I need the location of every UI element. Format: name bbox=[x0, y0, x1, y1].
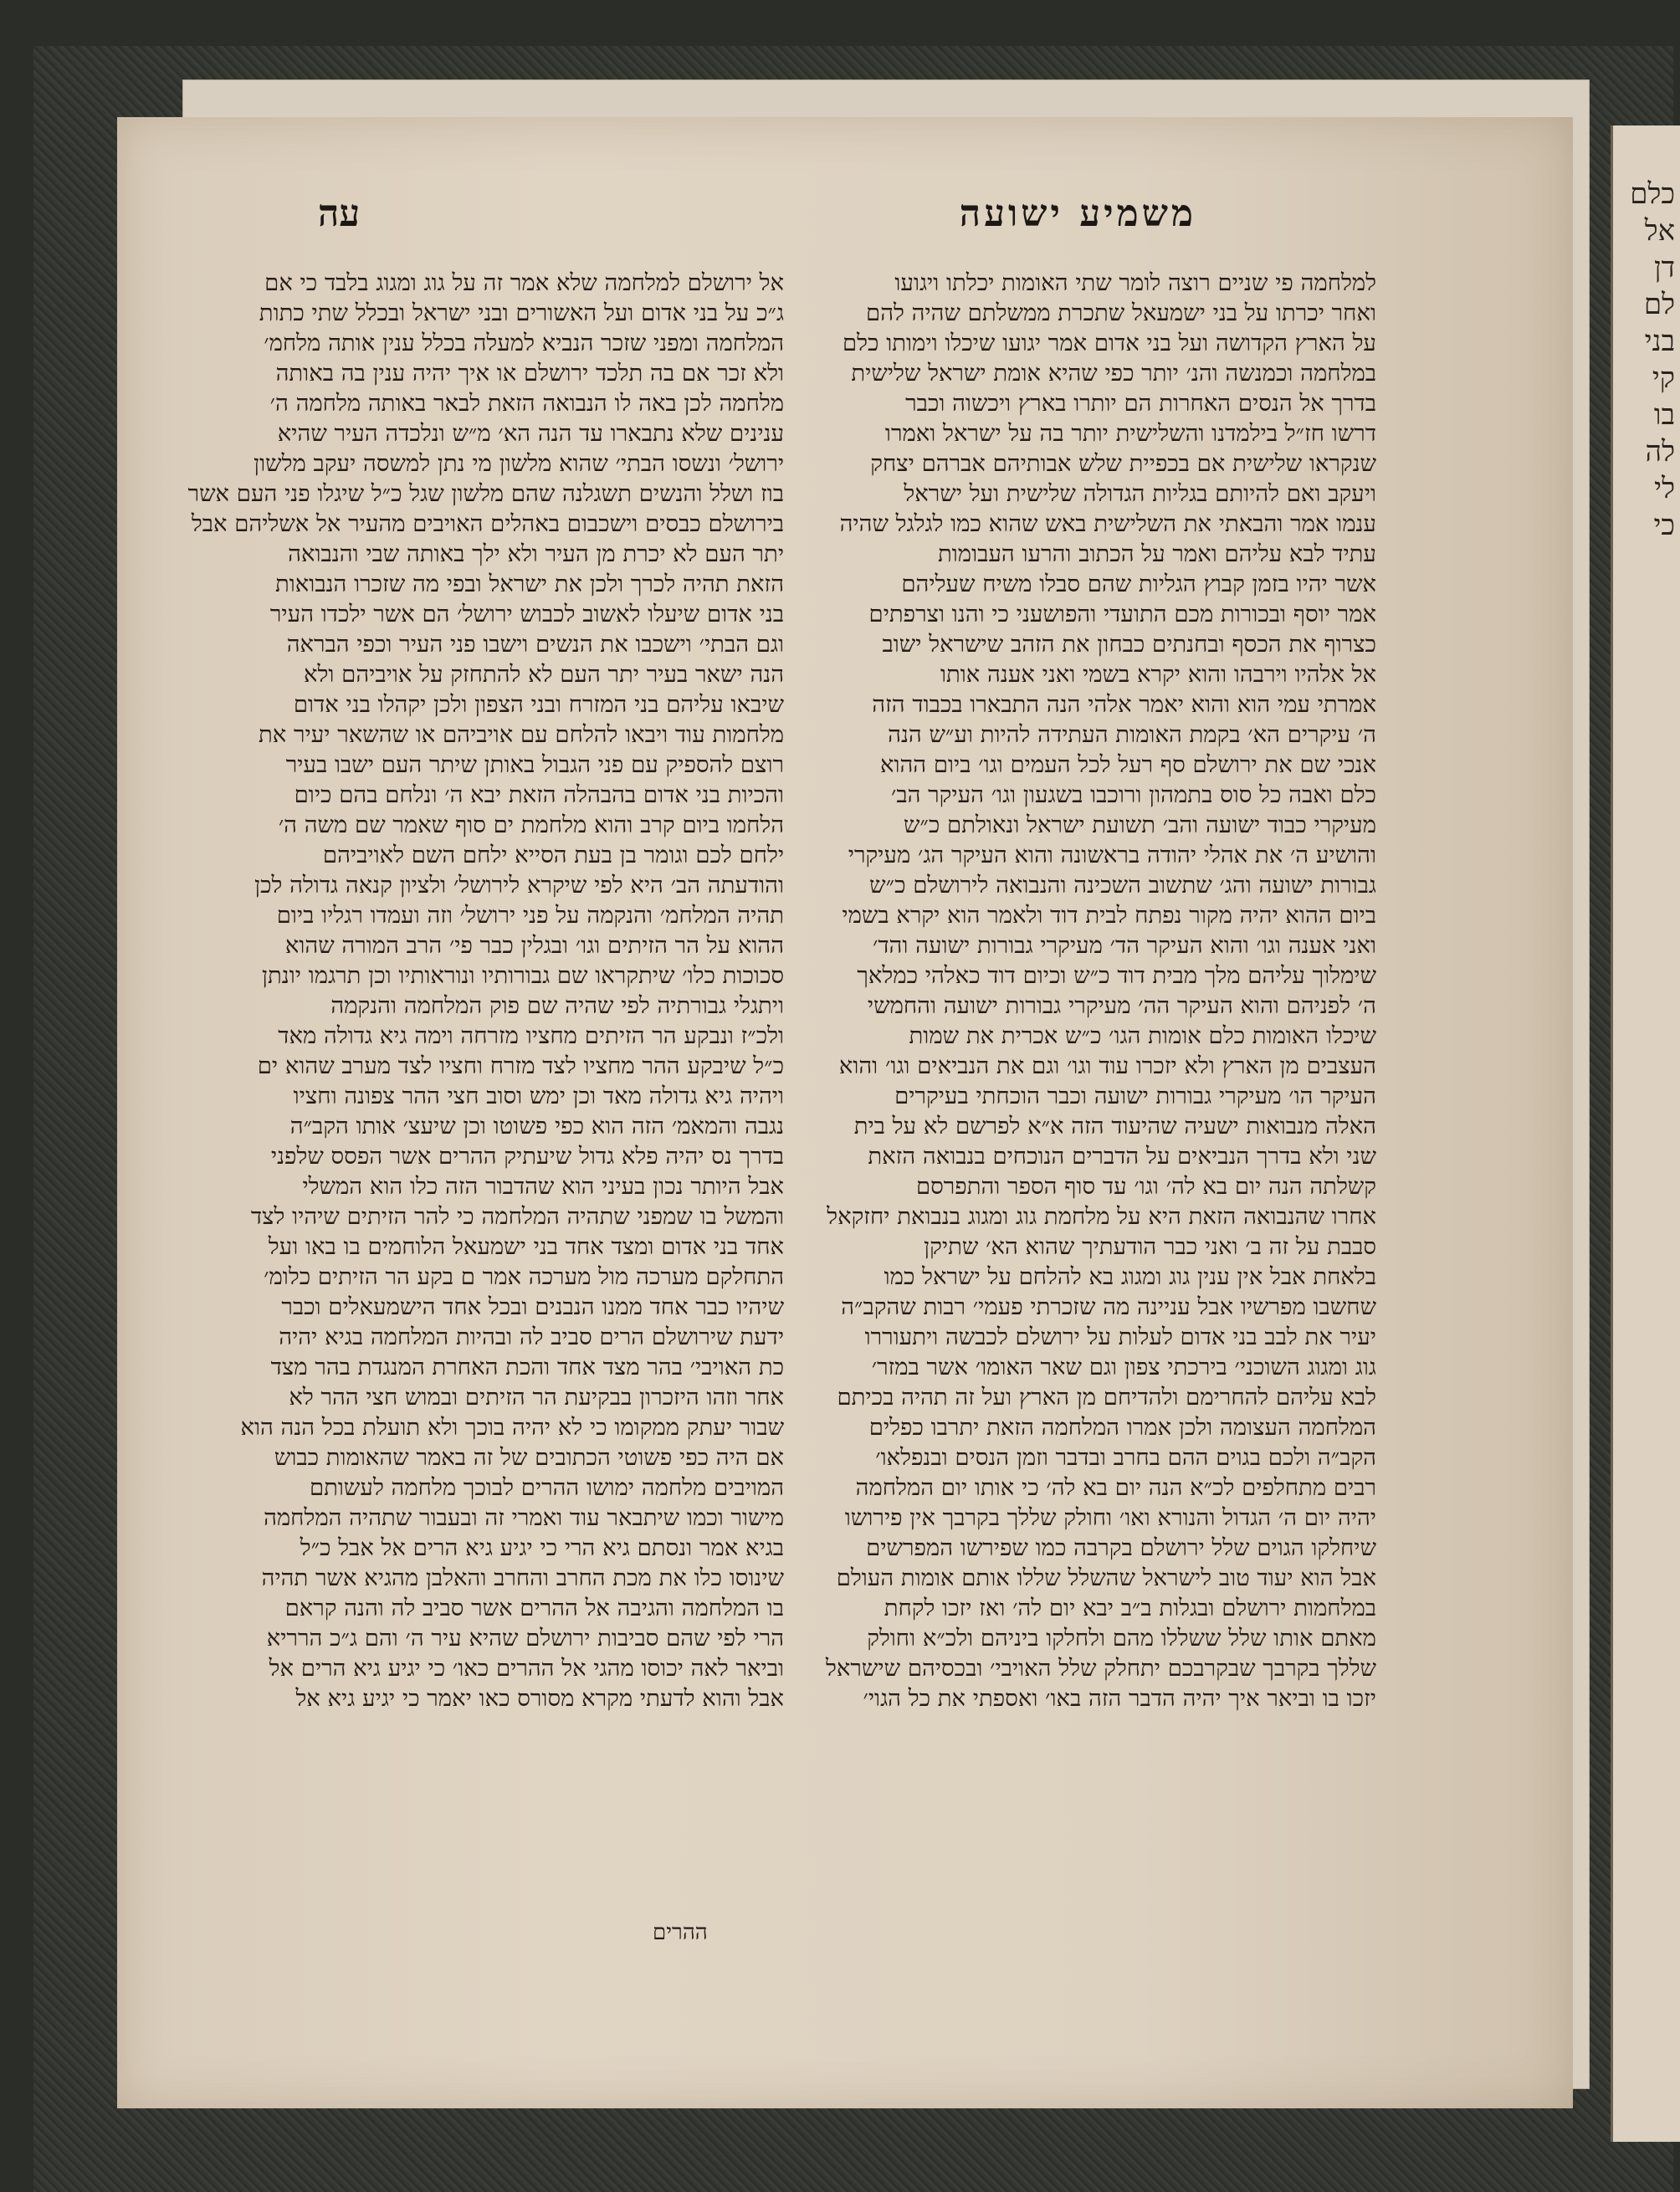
text-line: שיבאו עליהם בני המזרח ובני הצפון ולכן יקהלו בני אדום bbox=[293, 691, 785, 718]
text-line: ויתגלי גבורתיה לפי שהיה שם פוק המלחמה והנקמה bbox=[330, 992, 785, 1019]
text-line: העצבים מן הארץ ולא יזכרו עוד וגו׳ וגם את הנביאים וגו׳ והוא bbox=[838, 1052, 1376, 1079]
text-line: בגיא אמר ונסתם גיא הרי כי יגיע גיא הרים אל אבל כ״ל bbox=[300, 1534, 785, 1561]
facing-page-line: קי bbox=[1652, 361, 1675, 395]
text-line: אבל היותר נכון בעיני הוא שהדבור הזה כלו הוא המשלי bbox=[302, 1173, 785, 1200]
text-line: אחר וזהו היזכרון בבקיעת הר הזיתים ובמוש חצי ההר לא bbox=[289, 1384, 785, 1411]
text-line: ולא זכר אם בה תלכד ירושלם או איך יהיה ענין בה באותה bbox=[275, 360, 785, 387]
text-line: סבבת על זה ב׳ ואני כבר הודעתיך שהוא הא׳ שתיקן bbox=[924, 1233, 1376, 1260]
text-line: שיחלקו הגוים שלל ירושלם בקרבה כמו שפירשו המפרשים bbox=[866, 1534, 1376, 1561]
text-line: מעיקרי כבוד ישועה והב׳ תשועת ישראל ונאולתם כ״ש bbox=[903, 812, 1376, 838]
text-line: ואני אענה וגו׳ והוא העיקר הד׳ מעיקרי גבורות ישועה והד׳ bbox=[872, 932, 1376, 959]
facing-page-line: אל bbox=[1644, 214, 1675, 248]
text-line: הלחמו ביום קרב והוא מלחמת ים סוף שאמר שם משה ה׳ bbox=[278, 812, 785, 838]
text-line: תהיה המלחמ׳ והנקמה על פני ירושל׳ וזה ועמדו רגליו ביום bbox=[276, 902, 785, 929]
text-line: המלחמה העצומה ולכן אמרו המלחמה הזאת יתרבו כפלים bbox=[868, 1414, 1376, 1441]
text-line: שיכלו האומות כלם אומות הגו׳ כ״ש אכרית את שמות bbox=[909, 1022, 1376, 1049]
folio-number: עה bbox=[318, 192, 361, 235]
text-line: הקב״ה ולכם בגוים ההם בחרב ובדבר וזמן הנסים ובנפלאו׳ bbox=[875, 1444, 1376, 1471]
facing-page-text bbox=[1613, 125, 1680, 544]
text-line: אשר יהיו בזמן קבוץ הגליות שהם סבלו משיח שעליהם bbox=[901, 571, 1376, 597]
text-line: הרי לפי שהם סביבות ירושלם שהיא עיר ה׳ והם ג״כ הרריא bbox=[266, 1625, 785, 1652]
text-line: כלם ואבה כל סוס בתמהון ורוכבו בשגעון וגו׳ העיקר הב׳ bbox=[890, 781, 1376, 808]
text-columns bbox=[187, 268, 1376, 1908]
text-line: אם היה כפי פשוטי הכתובים של זה באמר שהאומות כבוש bbox=[274, 1444, 785, 1471]
text-line: וגם הבתי׳ וישכבו את הנשים וישבו פני העיר וכפי הבראה bbox=[286, 631, 785, 658]
facing-page-line: לי bbox=[1654, 472, 1675, 505]
text-line: אבל והוא לדעתי מקרא מסורס כאו יאמר כי יגיע גיא אל bbox=[295, 1685, 785, 1712]
text-line: מלחמות עוד ויבאו להלחם עם אויביהם או שהשאר יעיר את bbox=[258, 721, 785, 748]
text-line: בדרך נס יהיה פלא גדול שיעתיק ההרים אשר הפסס שלפני bbox=[270, 1143, 785, 1170]
text-line: ידעת שירושלם הרים סביב לה ובהיות המלחמה בגיא יהיה bbox=[279, 1324, 785, 1350]
text-line: שנקראו שלישית אם בכפיית שלש אבותיהם אברהם יצחק bbox=[870, 450, 1376, 477]
text-line: לבא עליהם להחרימם ולהדיחם מן הארץ ועל זה תהיה בכיתם bbox=[837, 1384, 1376, 1411]
text-line: האלה מנבואות ישעיה שהיעוד הזה א״א לפרשם לא על בית bbox=[853, 1113, 1376, 1140]
text-line: ביום ההוא יהיה מקור נפתח לבית דוד ולאמר הוא יקרא בשמי bbox=[842, 902, 1376, 929]
text-line: ענמו אמר והבאתי את השלישית באש שהוא כמו לגלגל שהיה bbox=[839, 510, 1376, 537]
text-line: התחלקם מערכה מול מערכה אמר ם בקע הר הזיתים כלומ׳ bbox=[264, 1263, 785, 1290]
text-line: עתיד לבא עליהם ואמר על הכתוב והרעו העבומות bbox=[937, 540, 1376, 567]
text-line: קשלתה הנה יום בא לה׳ וגו׳ עד סוף הספר והתפרסם bbox=[915, 1173, 1376, 1200]
text-line: אמר יוסף ובכורות מכם התועדי והפושעני כי והנו וצרפתים bbox=[868, 601, 1376, 627]
text-line: בני אדום שיעלו לאשוב לכבוש ירושל׳ הם אשר ילכדו העיר bbox=[269, 601, 785, 627]
text-line: המלחמה ומפני שזכר הנביא למעלה בכלל ענין אותה מלחמ׳ bbox=[264, 330, 785, 356]
catchword: ההרים bbox=[653, 1920, 708, 1945]
text-line: על הארץ הקדושה ועל בני אדום אמר יגועו שיכלו וימותו כלם bbox=[843, 330, 1376, 356]
text-line: ההוא על הר הזיתים וגו׳ ובגלין כבר פי׳ הרב המורה שהוא bbox=[284, 932, 785, 959]
facing-page-line: כלם bbox=[1630, 177, 1675, 211]
text-line: הנה ישאר בעיר יתר העם לא להתחזק על אויביהם ולא bbox=[304, 661, 785, 688]
text-line: שבור יעתק ממקומו כי לא יהיה בוכך ולא תועלת בכל הנה הוא bbox=[240, 1414, 785, 1441]
right-column bbox=[826, 268, 1376, 1908]
text-line: ויהיה גיא גדולה מאד וכן ימש וסוב חצי ההר צפונה וחציו bbox=[293, 1083, 785, 1109]
text-line: והודעתה הב׳ היא לפי שיקרא לירושל׳ ולציון קנאה גדולה לכן bbox=[254, 872, 785, 899]
text-line: ג״כ על בני אדום ועל האשורים ובני ישראל ובכלל שתי כתות bbox=[259, 300, 785, 326]
text-line: ה׳ עיקרים הא׳ בקמת האומות העתידה להיות וע״ש הנה bbox=[888, 721, 1376, 748]
text-line: רוצם להספיק עם פני הגבול באותן שיתר העם ישבו בעיר bbox=[285, 751, 785, 778]
text-line: אבל הוא יעוד טוב לישראל שהשלל שללו אותם אומות העולם bbox=[836, 1565, 1376, 1591]
text-line: נגבה והמאמ׳ הזה הוא כפי פשוטו וכן שיעצ׳ אותו הקב״ה bbox=[289, 1113, 785, 1140]
text-line: ולכ״ז ונבקע הר הזיתים מחציו מזרחה וימה גיא גדולה מאד bbox=[278, 1022, 785, 1049]
text-line: רבים מתחלפים לכ״א הנה יום בא לה׳ כי אותו יום המלחמה bbox=[855, 1474, 1376, 1501]
facing-page-line: לה bbox=[1645, 435, 1675, 469]
text-line: אל אלהיו וירבהו והוא יקרא בשמי ואני אענה אותו bbox=[940, 661, 1376, 688]
text-line: במלחמה וכמנשה והנ׳ יותר כפי שהיא אומת ישראל שלישית bbox=[851, 360, 1376, 387]
text-line: ירושל׳ ונשסו הבתי׳ שהוא מלשון מי נתן למשסה יעקב מלשון bbox=[254, 450, 785, 477]
text-line: בירושלם כבסים וישכבום באהלים האויבים מהעיר אל אשליהם אבל bbox=[191, 510, 785, 537]
text-line: כצרוף את הכסף ובחנתים כבחון את הזהב שישראל ישוב bbox=[882, 631, 1376, 658]
left-column bbox=[188, 268, 784, 1908]
text-line: בו המלחמה והגיבה אל ההרים אשר סביב לה והנה קראם bbox=[284, 1595, 785, 1621]
text-line: אחד בני אדום ומצד אחד בני ישמעאל הלוחמים בו באו ועל bbox=[268, 1233, 785, 1260]
text-line: גוג ומגוג השוכני׳ בירכתי צפון וגם שאר האומו׳ אשר במזר׳ bbox=[871, 1354, 1376, 1380]
text-line: שימלוך עליהם מלך מבית דוד כ״ש וכיום דוד כאלהי כמלאך bbox=[857, 962, 1376, 989]
facing-page-line: לם bbox=[1643, 288, 1675, 321]
running-title: משמיע ישועה bbox=[959, 192, 1196, 235]
text-line: והכיות בני אדום בהבהלה הזאת יבא ה׳ ונלחם בהם כיום bbox=[294, 781, 785, 808]
text-line: יהיה יום ה׳ הגדול והנורא ואו׳ וחולק שללך בקרבך אין פירושו bbox=[844, 1504, 1376, 1531]
text-line: ואחר יכרתו על בני ישמעאל שתכרת ממשלתם שהיה להם bbox=[866, 300, 1376, 326]
text-line: והושיע ה׳ את אהלי יהודה בראשונה והוא העיקר הג׳ מעיקרי bbox=[848, 842, 1376, 868]
text-line: שללך בקרבך שבקרבכם יתחלק שלל האויבי׳ ובכסיהם שישראל bbox=[826, 1655, 1376, 1682]
text-line: מלחמה לכן באה לו הנבואה הזאת לבאר באותה מלחמה ה׳ bbox=[269, 390, 785, 417]
facing-page-line: כי bbox=[1653, 509, 1675, 542]
text-line: שני ולא בדרך הנביאים על הדברים הנוכחים בנבואה הזאת bbox=[868, 1143, 1376, 1170]
text-line: מישור וכמו שיתבאר עוד ואמרי זה ובעבור שתהיה המלחמה bbox=[264, 1504, 785, 1531]
facing-page-line: דן bbox=[1653, 251, 1675, 284]
text-line: סכוכות כלו׳ שיתקראו שם גבורותיו ונוראותיו וכן תרגמו יונתן bbox=[262, 962, 785, 989]
text-line: ה׳ לפניהם והוא העיקר הה׳ מעיקרי גבורות ישועה והחמשי bbox=[867, 992, 1376, 1019]
text-line: יעיר את לבב בני אדום לעלות על ירושלם לכבשה ויתעוררו bbox=[864, 1324, 1376, 1350]
text-line: אחרו שהנבואה הזאת היא על מלחמת גוג ומגוג בנבואת יחזקאל bbox=[827, 1203, 1376, 1230]
text-line: בלאחת אבל אין ענין גוג ומגוג בא להלחם על ישראל כמו bbox=[884, 1263, 1376, 1290]
facing-page-line: בני bbox=[1644, 325, 1675, 358]
text-line: ילחם לכם וגומר בן בעת הסייא ילחם השם לאויביהם bbox=[322, 842, 785, 868]
book-page bbox=[117, 117, 1573, 2108]
text-line: ויעקב ואם להיותם בגליות הגדולה שלישית ועל ישראל bbox=[904, 480, 1376, 507]
text-line: העיקר הו׳ מעיקרי גבורות ישועה וכבר הוכחתי בעיקרים bbox=[894, 1083, 1376, 1109]
text-line: אנכי שם את ירושלם סף רעל לכל העמים וגו׳ ביום ההוא bbox=[879, 751, 1376, 778]
text-line: יתר העם לא יכרת מן העיר ולא ילך באותה שבי והנבואה bbox=[288, 540, 785, 567]
text-line: בדרך אל הנסים האחרות הם יותרו בארץ ויכשוה וכבר bbox=[905, 390, 1376, 417]
text-line: המויבים מלחמה ימושו ההרים לבוכך מלחמה לעשותם bbox=[309, 1474, 785, 1501]
page-header bbox=[192, 184, 1498, 259]
text-line: שינוסו כלו את מכת החרב והחרב והאלבן מהגיא אשר תהיה bbox=[261, 1565, 785, 1591]
text-line: במלחמות ירושלם ובגלות ב״ב יבא יום לה׳ ואז יזכו לקחת bbox=[884, 1595, 1376, 1621]
text-line: אמרתי עמי הוא והוא יאמר אלהי הנה התבארו בכבוד הזה bbox=[872, 691, 1376, 718]
text-line: וביאר לאה יכוסו מהגי אל ההרים כאו׳ כי יגיע גיא הרים אל bbox=[269, 1655, 785, 1682]
text-line: דרשו חז״ל בילמדנו והשלישית יותר בה על ישראל ואמרו bbox=[884, 420, 1376, 447]
text-line: והמשל בו שמפני שתהיה המלחמה כי להר הזיתים שיהיו לצד bbox=[250, 1203, 785, 1230]
text-line: למלחמה פי שניים רוצה לומר שתי האומות יכלתו ויגועו bbox=[894, 269, 1376, 296]
facing-page-edge bbox=[1611, 125, 1680, 2142]
text-line: יזכו בו וביאר איך יהיה הדבר הזה באו׳ ואספתי את כל הגוי׳ bbox=[863, 1685, 1376, 1712]
text-line: ענינים שלא נתבארו עד הנה הא׳ מ״ש ונלכדה העיר שהיא bbox=[277, 420, 785, 447]
text-line: כת האויבי׳ בהר מצד אחד והכת האחרת המנגדת בהר מצד bbox=[270, 1354, 785, 1380]
text-line: הזאת תהיה לכרך ולכן את ישראל ובפי מה שזכרו הנבואות bbox=[274, 571, 785, 597]
text-line: כ״ל שיבקע ההר מחציו לצד מזרח וחציו לצד מערב שהוא ים bbox=[257, 1052, 785, 1079]
text-line: בוז ושלל והנשים תשגלנה שהם מלשון שגל כ״ל שיגלו פני העם אשר bbox=[187, 480, 785, 507]
text-line: גבורות ישועה והג׳ שתשוב השכינה והנבואה לירושלם כ״ש bbox=[869, 872, 1376, 899]
text-line: שחשבו מפרשיו אבל עניינה מה שזכרתי פעמי׳ רבות שהקב״ה bbox=[841, 1293, 1376, 1320]
text-line: שיהיו כבר אחד ממנו הנבנים ובכל אחד הישמעאלים וכבר bbox=[281, 1293, 785, 1320]
text-line: מאתם אותו שלל ששללו מהם ולחלקו ביניהם ולכ״א וחולק bbox=[867, 1625, 1376, 1652]
text-line: אל ירושלם למלחמה שלא אמר זה על גוג ומגוג בלבד כי אם bbox=[264, 269, 785, 296]
facing-page-line: בו bbox=[1653, 398, 1675, 432]
